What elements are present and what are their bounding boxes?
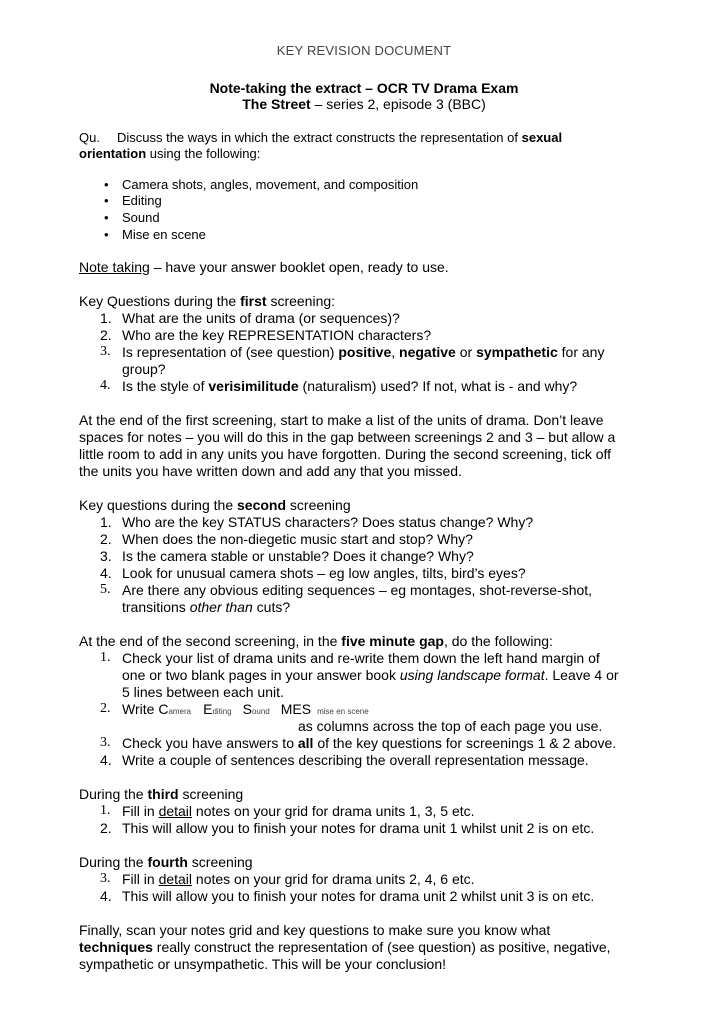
- list-item: Is representation of (see question) positive, negative or sympathetic for any: [122, 344, 605, 360]
- first-screening-heading: Key Questions during the first screening:: [79, 293, 336, 309]
- conclusion-line: Finally, scan your notes grid and key questions to make sure you know what: [79, 922, 551, 938]
- list-number: 3.: [100, 344, 111, 359]
- bullet-item: Editing: [122, 193, 162, 208]
- list-item: Are there any obvious editing sequences – eg montages, shot-reverse-shot,: [122, 582, 593, 598]
- question-label: Qu.: [79, 130, 100, 145]
- list-number: 4.: [100, 565, 112, 581]
- show-name: The Street: [242, 96, 311, 112]
- list-item: Check you have answers to all of the key questions for screenings 1 & 2 above.: [122, 735, 617, 751]
- bullet-marker: •: [104, 227, 109, 242]
- list-item: Write a couple of sentences describing the overall representation message.: [122, 752, 589, 768]
- list-item: Look for unusual camera shots – eg low angles, tilts, bird’s eyes?: [122, 565, 526, 581]
- list-number: 3.: [100, 735, 111, 750]
- list-item: Write Camera Editing Sound MES mise en scene: [122, 701, 369, 717]
- list-item: Check your list of drama units and re-write them down the left hand margin of: [122, 650, 600, 666]
- second-screening-heading: Key questions during the second screening: [79, 497, 351, 513]
- list-item: Who are the key STATUS characters? Does status change? Why?: [122, 514, 534, 530]
- paragraph-line: the units you have written down and add any that you missed.: [79, 463, 462, 479]
- list-number: 2.: [100, 327, 112, 343]
- list-item: What are the units of drama (or sequences)?: [122, 310, 400, 326]
- document-subtitle: The Street – series 2, episode 3 (BBC): [242, 96, 486, 112]
- list-item: Is the camera stable or unstable? Does it change? Why?: [122, 548, 474, 564]
- gap-heading: At the end of the second screening, in the five minute gap, do the following:: [79, 633, 553, 649]
- list-number: 1.: [100, 650, 111, 665]
- paragraph-line: little room to add in any units you have forgotten. During the second screening, tick off: [79, 446, 612, 462]
- list-number: 1.: [100, 803, 111, 818]
- bullet-item: Camera shots, angles, movement, and composition: [122, 177, 419, 192]
- column-editing: Editing: [203, 701, 232, 717]
- list-item-continuation: group?: [122, 361, 166, 377]
- bullet-marker: •: [104, 210, 109, 225]
- list-number: 4.: [100, 752, 112, 768]
- list-item: Is the style of verisimilitude (naturalism) used? If not, what is - and why?: [122, 378, 578, 394]
- column-mes: MES mise en scene: [280, 701, 369, 717]
- list-number: 4.: [100, 888, 112, 904]
- document-title: Note-taking the extract – OCR TV Drama Exam: [209, 80, 519, 96]
- bullet-marker: •: [104, 193, 109, 208]
- list-number: 1.: [100, 514, 112, 530]
- list-item: When does the non-diegetic music start and stop? Why?: [122, 531, 473, 547]
- list-number: 2.: [100, 701, 111, 716]
- list-item-continuation: one or two blank pages in your answer book using landscape format. Leave 4 or: [122, 667, 619, 683]
- conclusion-line: techniques really construct the representation of (see question) as positive, negative,: [79, 939, 611, 955]
- third-screening-heading: During the third screening: [79, 786, 244, 802]
- list-item: This will allow you to finish your notes for drama unit 1 whilst unit 2 is on etc.: [122, 820, 595, 836]
- note-taking-line: Note taking – have your answer booklet open, ready to use.: [79, 259, 449, 275]
- question-line-1: Qu. Discuss the ways in which the extract constructs the representation of sexual: [79, 130, 563, 145]
- list-number: 1.: [100, 310, 112, 326]
- paragraph-line: spaces for notes – you will do this in the gap between screenings 2 and 3 – but allow a: [79, 429, 616, 445]
- list-item: This will allow you to finish your notes for drama unit 2 whilst unit 3 is on etc.: [122, 888, 595, 904]
- column-sound: Sound: [242, 701, 270, 717]
- bullet-marker: •: [104, 177, 109, 192]
- fourth-screening-heading: During the fourth screening: [79, 854, 253, 870]
- list-item: Fill in detail notes on your grid for drama units 1, 3, 5 etc.: [122, 803, 475, 819]
- column-camera: Camera: [158, 701, 192, 717]
- list-number: 3.: [100, 548, 112, 564]
- bullet-item: Sound: [122, 210, 160, 225]
- paragraph-line: At the end of the first screening, start to make a list of the units of drama. Don’t leave: [79, 412, 604, 428]
- list-number: 2.: [100, 531, 112, 547]
- list-number: 5.: [100, 582, 111, 597]
- list-item-continuation: as columns across the top of each page you use.: [298, 718, 603, 734]
- list-number: 3.: [100, 871, 111, 886]
- list-number: 2.: [100, 820, 112, 836]
- list-item-continuation: transitions other than cuts?: [122, 599, 291, 615]
- list-item-continuation: 5 lines between each unit.: [122, 684, 284, 700]
- list-number: 4.: [100, 378, 111, 393]
- question-line-2: orientation using the following:: [79, 146, 261, 161]
- document-header: KEY REVISION DOCUMENT: [276, 43, 452, 58]
- list-item: Fill in detail notes on your grid for drama units 2, 4, 6 etc.: [122, 871, 475, 887]
- conclusion-line: sympathetic or unsympathetic. This will be your conclusion!: [79, 956, 447, 972]
- list-item: Who are the key REPRESENTATION characters?: [122, 327, 432, 343]
- bullet-item: Mise en scene: [122, 227, 206, 242]
